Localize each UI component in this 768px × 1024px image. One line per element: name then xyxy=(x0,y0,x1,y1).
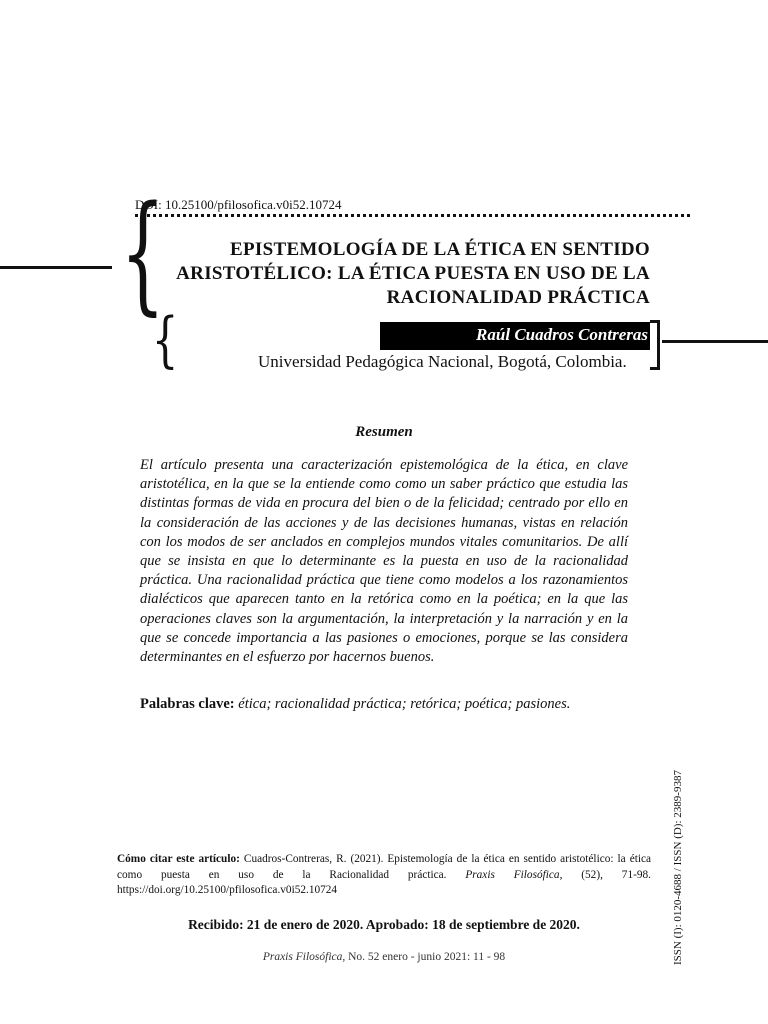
citation-label: Cómo citar este artículo: xyxy=(117,853,240,865)
keywords-label: Palabras clave: xyxy=(140,696,235,712)
received-approved-dates: Recibido: 21 de enero de 2020. Aprobado: 18 de septiembre de 2020. xyxy=(188,917,580,932)
keywords-list: ética; racionalidad práctica; retórica; poética; pasiones. xyxy=(238,696,571,712)
citation-block xyxy=(117,852,651,899)
keywords xyxy=(140,696,570,713)
citation-text-end: , (52), 71-98. https://doi.org/10.25100/pfilosofica.v0i52.10724 xyxy=(117,868,651,897)
article-title xyxy=(150,238,650,310)
large-brace-ornament: { xyxy=(120,179,166,328)
author-affiliation: Universidad Pedagógica Nacional, Bogotá, Colombia. xyxy=(258,352,627,371)
title-line: EPISTEMOLOGÍA DE LA ÉTICA EN SENTIDO xyxy=(230,239,650,260)
title-line: RACIONALIDAD PRÁCTICA xyxy=(386,287,650,308)
citation-journal: Praxis Filosófica xyxy=(465,868,560,881)
right-rule xyxy=(662,340,768,343)
small-brace-ornament: { xyxy=(151,305,179,375)
author-name: Raúl Cuadros Contreras xyxy=(476,325,648,344)
abstract-heading: Resumen xyxy=(355,424,413,440)
citation-text: Cuadros-Contreras, R. (2021). Epistemología de la ética en sentido aristotélico: la ética como puesta en uso de la Racionalidad práctica. xyxy=(117,853,652,881)
left-rule xyxy=(0,266,112,269)
doi-text: DOI: 10.25100/pfilosofica.v0i52.10724 xyxy=(135,197,342,212)
footer-issue: , No. 52 enero - junio 2021: 11 - 98 xyxy=(342,951,506,963)
abstract-text: El artículo presenta una caracterización epistemológica de la ética, en clave aristotélica, en la que se la entiende como como un saber práctico que estudia las distintas formas de vida en procura del bien o de la felicidad; centrado por ello en la consideración de las acciones y de las decisiones humanas, vistas en relación con los modos de ser anclados en complejos mundos vitales comunitarios. De allí que se insista en que lo determinante es la puesta en uso de la racionalidad práctica. Una racionalidad práctica que tiene como modelos a los razonamientos dialécticos que aparecen tanto en la retórica como en la poética; en la que las operaciones claves son la argumentación, la interpretación y la narración y en la que se concede importancia a las pasiones o emociones, porque se las considera determinantes en el esfuerzo por hacernos buenos. xyxy=(140,457,628,666)
right-bracket-ornament xyxy=(650,320,660,370)
issn-vertical: ISSN (I): 0120-4688 / ISSN (D): 2389-9387 xyxy=(672,770,684,965)
title-line: ARISTOTÉLICO: LA ÉTICA PUESTA EN USO DE LA xyxy=(176,263,650,284)
footer-journal: Praxis Filosófica xyxy=(262,951,343,963)
page-footer xyxy=(0,951,768,963)
dotted-rule xyxy=(135,214,690,220)
